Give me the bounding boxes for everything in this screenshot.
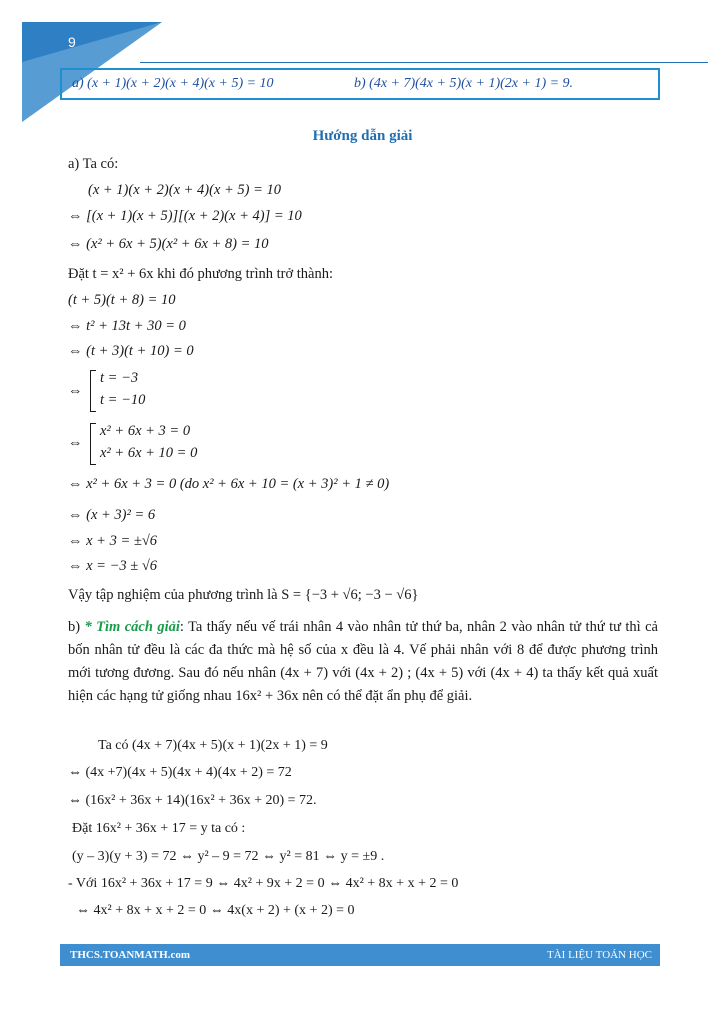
equivalence-arrow: ⇔ [68,383,83,399]
hint-text: : Ta thấy nếu vế trái nhân 4 vào nhân tử thứ ba, nhân 2 vào nhân tử thứ tư thì cả bốn nhân tử đều là các đa thức mà hệ số của x đều là 4. Vế phải nhân với 8 để được phương trình mới tương đương. Sau đó nếu nhân (4x + 7) với (4x + 2) ; (4x + 5) với (4x + 4) ta thấy kết quả xuất hiện các hạng tử giống nhau 16x² + 36x nên có thể đặt ẩn phụ để giải. [68,619,658,704]
hint-label: * Tìm cách giải [84,619,180,635]
page-number: 9 [68,34,76,50]
part-b-label: b) [68,619,85,635]
equation-line: ⇔ (4x +7)(4x + 5)(4x + 4)(4x + 2) = 72 [68,765,292,780]
problem-box [60,68,660,100]
problem-a: a) (x + 1)(x + 2)(x + 4)(x + 5) = 10 [72,76,274,91]
equation-line: ⇔ x = −3 ± √6 [68,558,158,574]
equation-line: ⇔ [(x + 1)(x + 5)][(x + 2)(x + 4)] = 10 [68,208,302,224]
equation-line: - Với 16x² + 36x + 17 = 9 ⇔ 4x² + 9x + 2 = 0 ⇔ 4x² + 8x + x + 2 = 0 [68,876,459,891]
part-a-intro: a) Ta có: [68,156,119,172]
substitution-text: Đặt t = x² + 6x khi đó phương trình trở thành: [68,266,334,282]
problem-b: b) (4x + 7)(4x + 5)(x + 1)(2x + 1) = 9. [354,76,574,91]
equation-line: ⇔ (x² + 6x + 5)(x² + 6x + 8) = 10 [68,236,269,252]
equation-line: (x + 1)(x + 2)(x + 4)(x + 5) = 10 [88,182,282,198]
footer-site: THCS.TOANMATH.com [70,949,190,961]
system-bracket [90,370,96,412]
equation-line: ⇔ x + 3 = ±√6 [68,533,158,549]
footer-bar [60,944,660,966]
equation-line: ⇔ 4x² + 8x + x + 2 = 0 ⇔ 4x(x + 2) + (x + 2) = 0 [76,903,355,918]
equation-line: ⇔ (x + 3)² = 6 [68,507,156,523]
equation-line: ⇔ x² + 6x + 3 = 0 (do x² + 6x + 10 = (x + 3)² + 1 ≠ 0) [68,476,390,492]
equation-line: (y – 3)(y + 3) = 72 ⇔ y² – 9 = 72 ⇔ y² = 81 ⇔ y = ±9 . [72,849,385,864]
system-line: t = −3 [100,370,139,386]
solution-title: Hướng dẫn giải [312,128,413,144]
footer-label: TÀI LIỆU TOÁN HỌC [547,949,652,961]
equation-line: (t + 5)(t + 8) = 10 [68,292,176,308]
equation-line: Ta có (4x + 7)(4x + 5)(x + 1)(2x + 1) = 9 [98,738,328,753]
system-bracket [90,423,96,465]
system-line: x² + 6x + 3 = 0 [100,423,191,439]
substitution-text: Đặt 16x² + 36x + 17 = y ta có : [72,821,246,836]
equivalence-arrow: ⇔ [68,435,83,451]
header-rule [140,62,708,63]
equation-line: ⇔ (t + 3)(t + 10) = 0 [68,343,194,359]
system-line: x² + 6x + 10 = 0 [100,445,198,461]
part-b-paragraph [68,616,658,708]
equation-line: ⇔ t² + 13t + 30 = 0 [68,318,186,334]
system-line: t = −10 [100,392,146,408]
solution-set: Vậy tập nghiệm của phương trình là S = {−3 + √6; −3 − √6} [68,587,419,603]
equation-line: ⇔ (16x² + 36x + 14)(16x² + 36x + 20) = 72. [68,793,317,808]
